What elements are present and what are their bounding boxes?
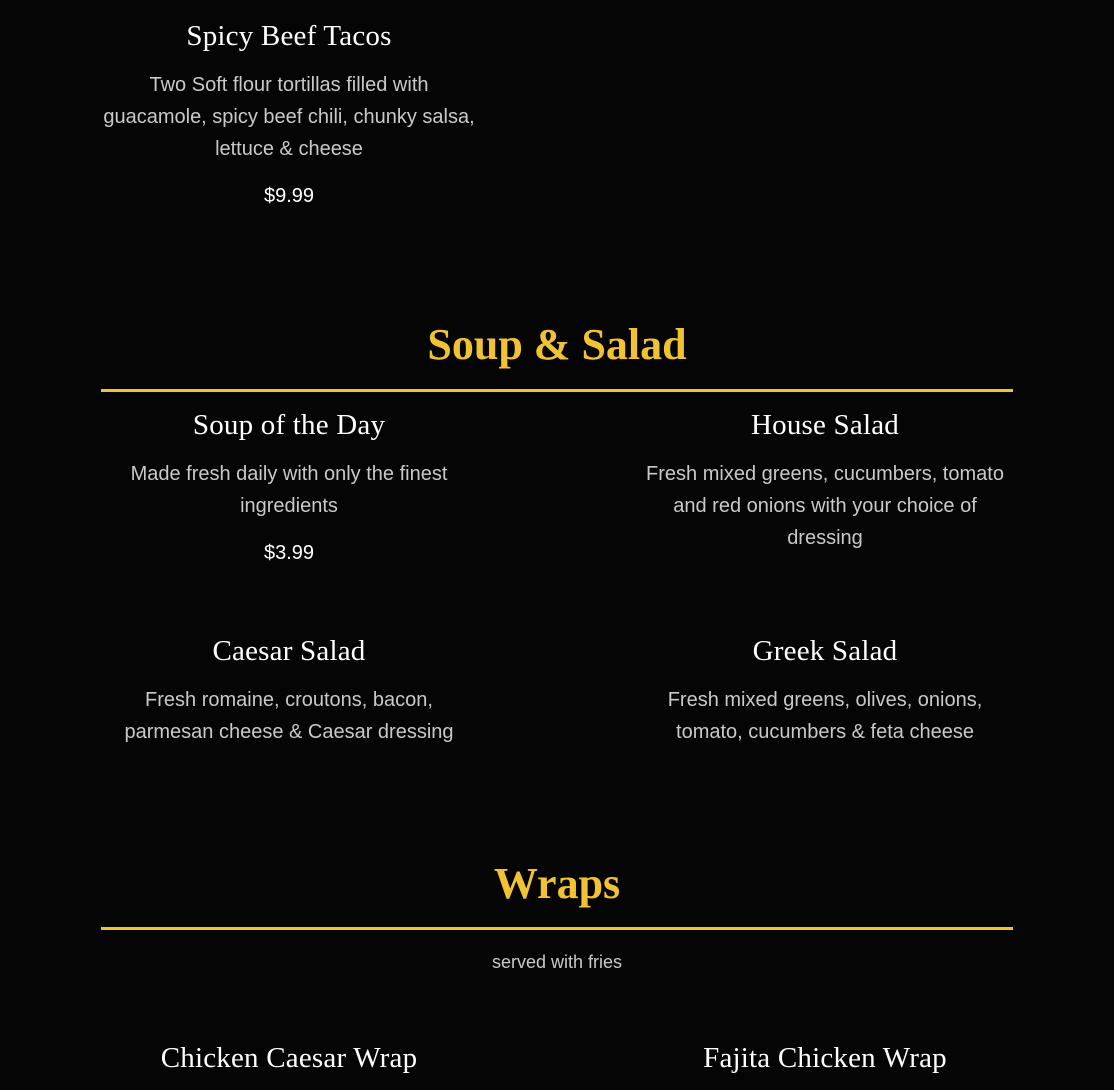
menu-item-description-house-salad: Fresh mixed greens, cucumbers, tomato and red onions with your choice of dressing xyxy=(646,463,1004,549)
menu-item-title-fajita-chicken-wrap: Fajita Chicken Wrap xyxy=(703,1042,947,1074)
section-title-wraps: Wraps xyxy=(493,859,621,908)
menu-item-description-caesar-salad: Fresh romaine, croutons, bacon, parmesan cheese & Caesar dressing xyxy=(124,689,454,743)
section-note-wraps: served with fries xyxy=(491,952,623,972)
menu-item-description-spicy-beef-tacos: Two Soft flour tortillas filled with guacamole, spicy beef chili, chunky salsa, lettuce & cheese xyxy=(103,74,475,160)
menu-item-title-caesar-salad: Caesar Salad xyxy=(212,635,366,667)
menu-item-description-soup-of-the-day: Made fresh daily with only the finest ingredients xyxy=(130,463,448,517)
menu-item-title-house-salad: House Salad xyxy=(751,409,899,441)
section-title-soup-salad: Soup & Salad xyxy=(427,320,687,369)
menu-item-title-soup-of-the-day: Soup of the Day xyxy=(192,409,386,441)
menu-item-price-soup-of-the-day: $3.99 xyxy=(263,542,315,564)
menu-item-title-spicy-beef-tacos: Spicy Beef Tacos xyxy=(186,20,392,52)
section-divider xyxy=(101,927,1013,930)
menu-item-title-chicken-caesar-wrap: Chicken Caesar Wrap xyxy=(160,1042,418,1074)
menu-item-title-greek-salad: Greek Salad xyxy=(752,635,898,667)
menu-item-price-spicy-beef-tacos: $9.99 xyxy=(263,185,315,207)
section-divider xyxy=(101,389,1013,392)
menu-item-description-greek-salad: Fresh mixed greens, olives, onions, tomato, cucumbers & feta cheese xyxy=(667,689,983,743)
